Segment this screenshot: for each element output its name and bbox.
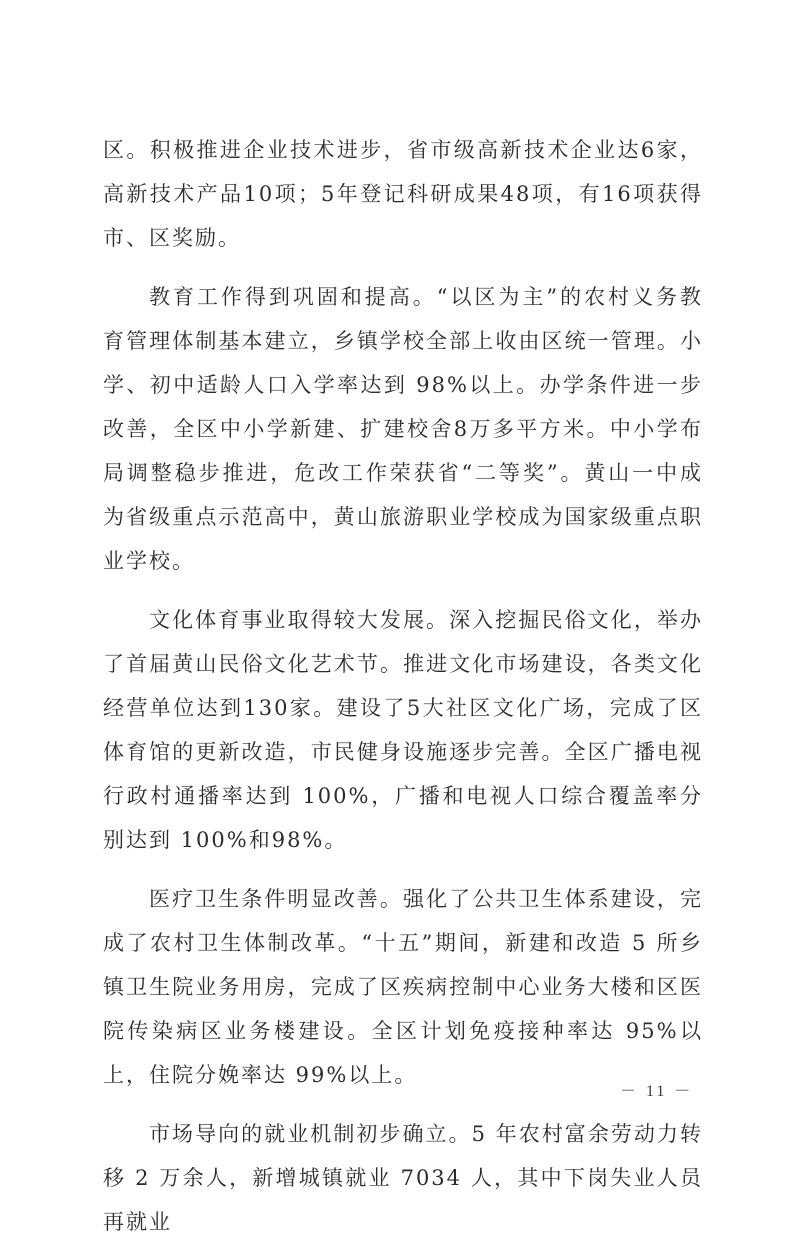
paragraph-science-tech: 区。积极推进企业技术进步，省市级高新技术企业达6家，高新技术产品10项；5年登记科研成果48项，有16项获得市、区奖励。 (103, 138, 703, 250)
page-number: － 11 － (620, 1083, 694, 1100)
paragraph-healthcare: 医疗卫生条件明显改善。强化了公共卫生体系建设，完成了农村卫生体制改革。“十五”期间，新建和改造 5 所乡镇卫生院业务用房，完成了区疾病控制中心业务大楼和区医院传染病区业务楼建设。全区计划免疫接种率达 95%以上，住院分娩率达 99%以上。 (103, 887, 703, 1087)
paragraph-employment: 市场导向的就业机制初步确立。5 年农村富余劳动力转移 2 万余人，新增城镇就业 7034 人，其中下岗失业人员再就业 (103, 1122, 703, 1234)
body-text (103, 128, 703, 1259)
paragraph-culture-sports: 文化体育事业取得较大发展。深入挖掘民俗文化，举办了首届黄山民俗文化艺术节。推进文化市场建设，各类文化经营单位达到130家。建设了5大社区文化广场，完成了区体育馆的更新改造，市民健身设施逐步完善。全区广播电视行政村通播率达到 100%，广播和电视人口综合覆盖率分别达到 100%和98%。 (103, 608, 703, 852)
paragraph-education: 教育工作得到巩固和提高。“以区为主”的农村义务教育管理体制基本建立，乡镇学校全部上收由区统一管理。小学、初中适龄人口入学率达到 98%以上。办学条件进一步改善，全区中小学新建、扩建校舍8万多平方米。中小学布局调整稳步推进，危改工作荣获省“二等奖”。黄山一中成为省级重点示范高中，黄山旅游职业学校成为国家级重点职业学校。 (103, 285, 703, 573)
